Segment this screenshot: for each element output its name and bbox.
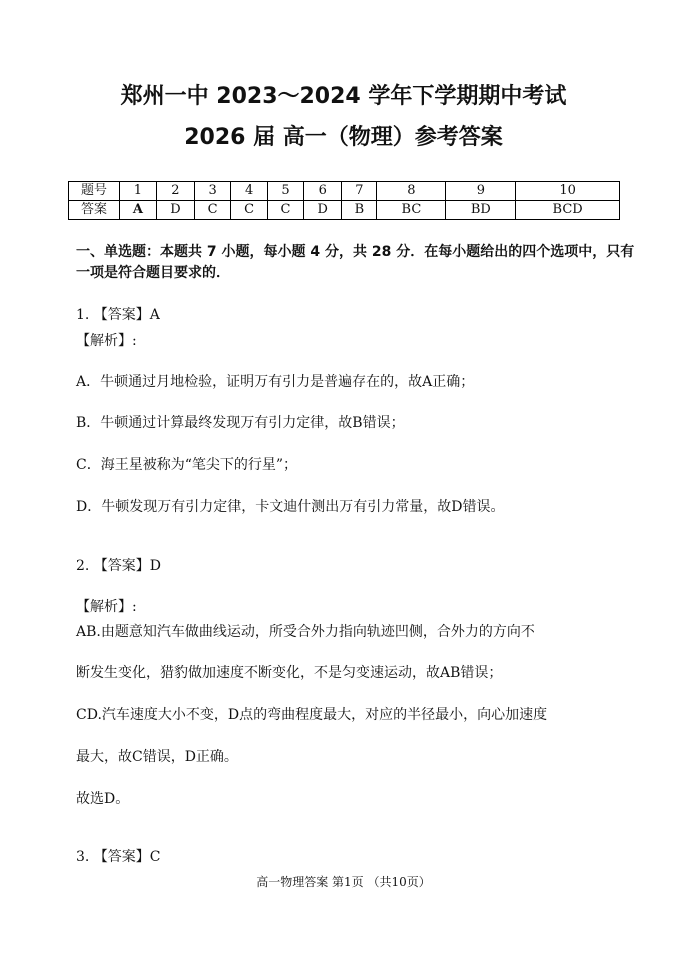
table-cell: 4 — [231, 182, 267, 201]
table-cell: BC — [377, 201, 446, 220]
q1-answer: 1. 【答案】A — [76, 307, 160, 323]
table-cell: C — [194, 201, 230, 220]
question-number-row — [69, 182, 620, 201]
table-cell: A — [120, 201, 157, 220]
section-heading: 一、单选题：本题共 7 小题，每小题 4 分，共 28 分．在每小题给出的四个选项中，只有一项是符合题目要求的． — [76, 244, 635, 281]
q1-analysis-label: 【解析】: — [76, 333, 137, 349]
table-cell: 10 — [516, 182, 620, 201]
table-cell: 6 — [304, 182, 342, 201]
table-cell: 2 — [156, 182, 194, 201]
table-cell: BCD — [516, 201, 620, 220]
q2-conclusion: 故选D。 — [76, 791, 130, 807]
q2-analysis-line3: CD.汽车速度大小不变，D点的弯曲程度最大，对应的半径最小，向心加速度 — [76, 707, 548, 723]
row-label-answer: 答案 — [69, 201, 120, 220]
q1-option-d: D．牛顿发现万有引力定律，卡文迪什测出万有引力常量，故D错误。 — [76, 499, 505, 515]
table-cell: C — [267, 201, 303, 220]
table-cell: D — [156, 201, 194, 220]
page-footer: 高一物理答案 第1页 （共10页） — [256, 875, 431, 889]
table-cell: 7 — [342, 182, 377, 201]
table-cell: 9 — [446, 182, 516, 201]
table-cell: 5 — [267, 182, 303, 201]
q1-option-a: A．牛顿通过月地检验，证明万有引力是普遍存在的，故A正确； — [76, 374, 475, 390]
table-cell: BD — [446, 201, 516, 220]
table-cell: 8 — [377, 182, 446, 201]
table-cell: 1 — [120, 182, 157, 201]
table-cell: C — [231, 201, 267, 220]
answer-key-subtitle: 2026 届 高一（物理）参考答案 — [184, 125, 503, 150]
q2-answer: 2. 【答案】D — [76, 558, 162, 574]
q1-option-c: C．海王星被称为“笔尖下的行星”； — [76, 457, 298, 473]
row-label-number: 题号 — [69, 182, 120, 201]
q2-analysis-line2: 断发生变化，猎豹做加速度不断变化，不是匀变速运动，故AB错误； — [76, 665, 503, 681]
table-cell: D — [304, 201, 342, 220]
q3-answer: 3. 【答案】C — [76, 849, 161, 865]
q2-analysis-line1: AB.由题意知汽车做曲线运动，所受合外力指向轨迹凹侧，合外力的方向不 — [76, 624, 535, 640]
q2-analysis-line4: 最大，故C错误，D正确。 — [76, 749, 238, 765]
table-cell: 3 — [194, 182, 230, 201]
answer-row — [69, 201, 620, 220]
exam-title: 郑州一中 2023～2024 学年下学期期中考试 — [120, 84, 567, 109]
q2-analysis-label: 【解析】: — [76, 599, 137, 615]
table-cell: B — [342, 201, 377, 220]
answer-table — [68, 181, 620, 220]
q1-option-b: B．牛顿通过计算最终发现万有引力定律，故B错误； — [76, 415, 405, 431]
